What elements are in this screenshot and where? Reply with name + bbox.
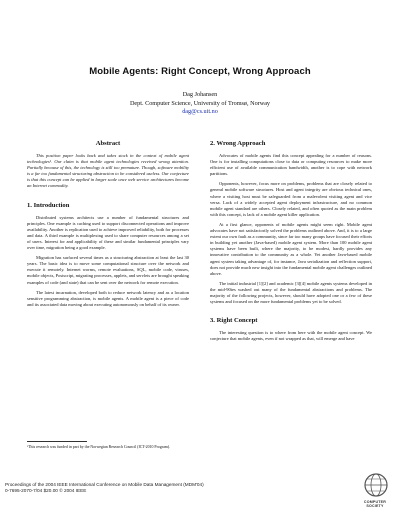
- footnote-divider: [27, 441, 87, 442]
- introduction-paragraph: Migration has surfaced several times as a structuring abstraction at least the last 30 years. The basic idea is to move some computational structure over the network and execute it remotely. Internet worms, remote evaluations, SQL, mobile code, viruses, mobile objects, Postscript, migrating processes, applets, and servlets are brought speaking examples of code (and state) that can be sent over the network for remote execution.: [27, 255, 189, 285]
- author-affiliation: Dept. Computer Science, University of Tromsø, Norway: [129, 99, 271, 107]
- copyright-line: 0-7695-2070-7/04 $20.00 © 2004 IEEE: [5, 488, 87, 494]
- introduction-paragraph: The latest incarnation, developed both to reduce network latency and as a location sensitive programming abstraction, is mobile agents. A mobile agent is a piece of code and its associated data moving about executing autonomously on behalf of its owner.: [27, 289, 189, 307]
- author-block: [0, 91, 400, 117]
- author-email-link[interactable]: dag@cs.uit.no: [182, 108, 218, 116]
- wrong-approach-paragraph: Opponents, however, focus more on problems, problems that are closely related to general mobile software structures. Host and agent integrity are obvious technical ones, where a visiting host must be safeguarded from a malevolent visiting agent and vice versa. Lack of a widely accepted agent deployment infrastructure, and no common mobile agent standard are others. Closely related, and often quoted as the main problem with this concept, is lack of a mobile agent killer application.: [210, 181, 372, 217]
- wrong-approach-paragraph: At a first glance, opponents of mobile agents might seem right. Mobile agent advocates have not satisfactorily solved the problems outlined above. And, it is to a large extent our own fault as a community, since far too many groups have focused their efforts in building yet another (Java-based) mobile agent system. More than 100 mobile agent systems have been built, where the majority, to be modest, hardly provides any innovative contribution to the community as a whole. Yet another Java-based mobile agent system taking advantage of, for instance, Java serialization and reflection support, does not provide much new insight into the fundamental mobile agent challenges outlined above.: [210, 221, 372, 276]
- introduction-paragraph: Distributed systems architects use a number of fundamental structures and principles. One example is caching used to support disconnected operations and improve availability. Another is replication used to achieve improved reliability, both for processes and data. A third example is multiplexing used to share computer resources among a set of users. Interest for and applicability of these and similar fundamental principles vary over time, migration being a good example.: [27, 214, 189, 251]
- logo-line-society: SOCIETY: [366, 504, 384, 509]
- paper-title: Mobile Agents: Right Concept, Wrong Approach: [89, 66, 311, 77]
- proceedings-footer: [5, 482, 305, 495]
- proceedings-line: Proceedings of the 2004 IEEE International Conference on Mobile Data Management (MDM'04): [5, 482, 204, 487]
- abstract-text: This position paper looks back and takes stock in the context of mobile agent technologies¹. Our claim is that mobile agent technologies received wrong attention. Partially because of this, the technology is still too premature. Though, software mobility is a far too fundamental structuring abstraction to be considered useless. Our conjecture is that this concept can be applied in larger scale once web service architectures become an Internet commodity.: [27, 153, 189, 189]
- wrong-approach-paragraph: Advocates of mobile agents find this concept appealing for a number of reasons. One is for installing computations close to data or computing resources to make more efficient use of available communication bandwidth, another is to cope with network partitions.: [210, 153, 372, 177]
- left-column: [27, 140, 189, 312]
- funding-footnote: ¹This research was funded in part by the Norwegian Research Council (ICT-2010 Program).: [27, 445, 171, 449]
- right-concept-heading: 3. Right Concept: [210, 317, 258, 325]
- wrong-approach-paragraph: The initial industrial [1][2] and academic [3][4] mobile agents systems developed in the mid-90ies washed out many of the fundamental abstractions and problems. The majority of the following projects, however, should have adopted one or a few of these systems and focused on the more fundamental problems yet to be solved.: [210, 280, 372, 305]
- abstract-heading: Abstract: [95, 140, 121, 147]
- computer-society-wordmark: [350, 500, 400, 508]
- logo-line-computer: COMPUTER: [363, 500, 387, 504]
- wrong-approach-heading: 2. Wrong Approach: [210, 140, 266, 147]
- right-column: [210, 140, 372, 346]
- author-name: Dag Johansen: [182, 91, 218, 98]
- introduction-heading: 1. Introduction: [27, 201, 70, 209]
- right-concept-paragraph: The interesting question is to where from here with the mobile agent concept. We conjecture that mobile agents, even if not wrapped as that, will emerge and have: [210, 330, 372, 342]
